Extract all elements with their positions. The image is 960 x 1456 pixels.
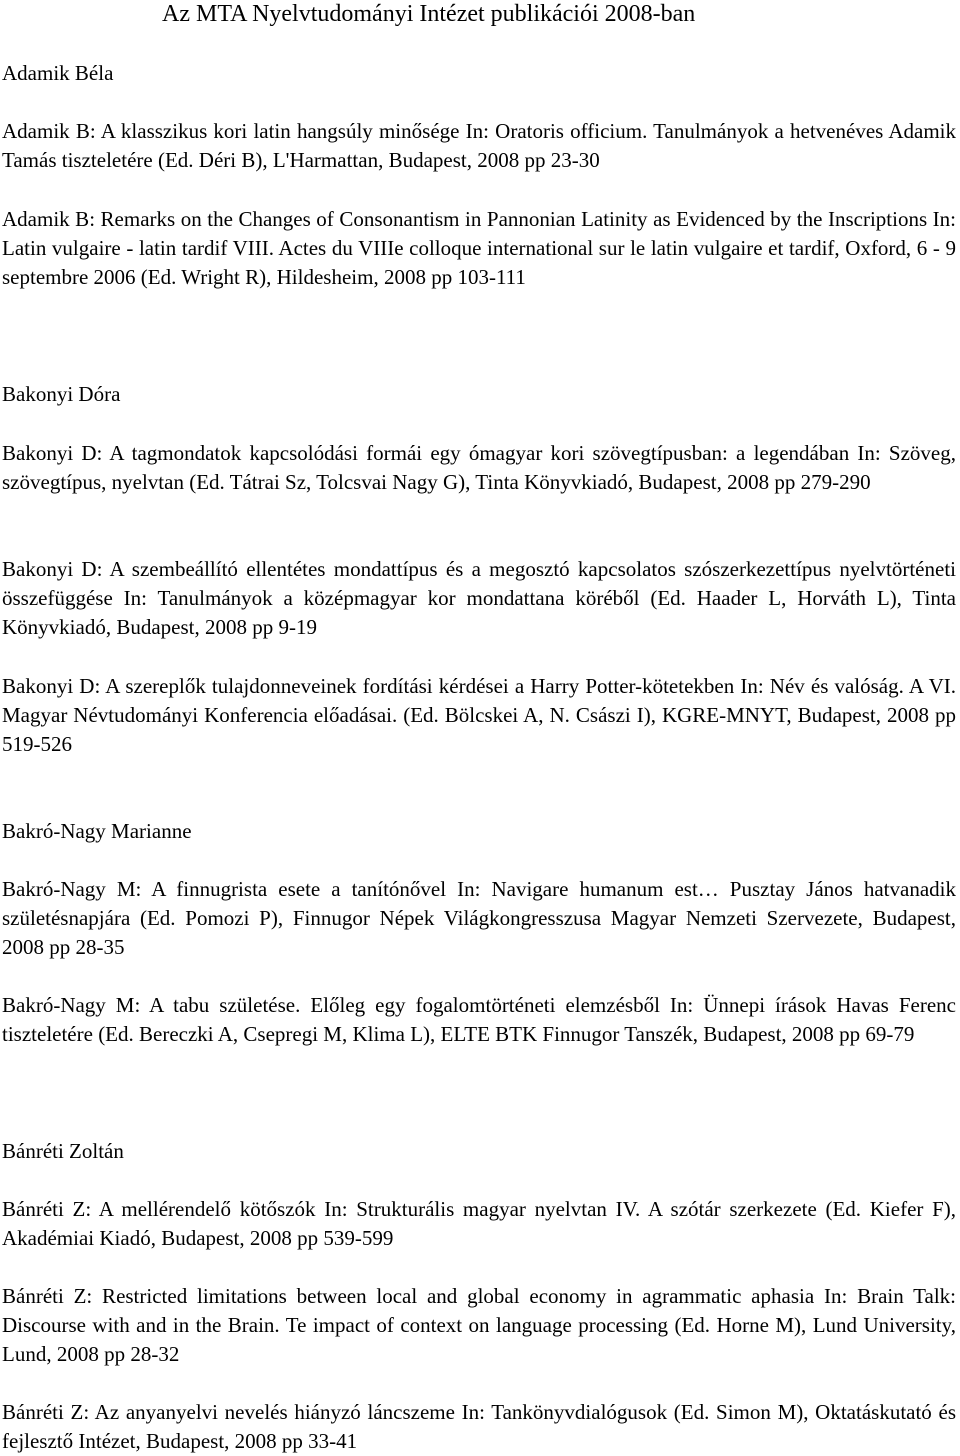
author-heading: Adamik Béla: [2, 61, 114, 85]
publication-entry: Bánréti Z: Restricted limitations between local and global economy in agrammatic aphasia In: Brain Talk: Discourse with and in the Brain. Te impact of context on language processing (Ed. Horne M), Lund University, Lund, 2008 pp 28-32: [2, 1284, 956, 1367]
publication-entry: Bakró-Nagy M: A tabu születése. Előleg egy fogalomtörténeti elemzésből In: Ünnepi írások Havas Ferenc tiszteletére (Ed. Bereczki A, Csepregi M, Klima L), ELTE BTK Finnugor Tanszék, Budapest, 2008 pp 69-79: [2, 993, 956, 1047]
publication-entry: Adamik B: Remarks on the Changes of Consonantism in Pannonian Latinity as Evidenced by the Inscriptions In: Latin vulgaire - latin tardif VIII. Actes du VIIIe colloque international sur le latin vulgaire et tardif, Oxford, 6 - 9 septembre 2006 (Ed. Wright R), Hildesheim, 2008 pp 103-111: [2, 207, 956, 290]
author-heading: Bakonyi Dóra: [2, 382, 121, 406]
publication-entry: Adamik B: A klasszikus kori latin hangsúly minősége In: Oratoris officium. Tanulmányok a hetvenéves Adamik Tamás tiszteletére (Ed. Déri B), L'Harmattan, Budapest, 2008 pp 23-30: [2, 119, 956, 173]
publication-entry: Bakonyi D: A szereplők tulajdonneveinek fordítási kérdései a Harry Potter-kötetekben In: Név és valóság. A VI. Magyar Névtudományi Konferencia előadásai. (Ed. Bölcskei A, N. Császi I), KGRE-MNYT, Budapest, 2008 pp 519-526: [2, 674, 956, 757]
document-title: Az MTA Nyelvtudományi Intézet publikációi 2008-ban: [162, 1, 696, 27]
author-heading: Bánréti Zoltán: [2, 1139, 124, 1163]
publication-entry: Bakonyi D: A szembeállító ellentétes mondattípus és a megosztó kapcsolatos szószerkezettípus nyelvtörténeti összefüggése In: Tanulmányok a középmagyar kor mondattana köréből (Ed. Haader L, Horváth L), Tinta Könyvkiadó, Budapest, 2008 pp 9-19: [2, 557, 956, 640]
publication-entry: Bánréti Z: Az anyanyelvi nevelés hiányzó láncszeme In: Tankönyvdialógusok (Ed. Simon M), Oktatáskutató és fejlesztő Intézet, Budapest, 2008 pp 33-41: [2, 1400, 956, 1454]
publication-entry: Bánréti Z: A mellérendelő kötőszók In: Strukturális magyar nyelvtan IV. A szótár szerkezete (Ed. Kiefer F), Akadémiai Kiadó, Budapest, 2008 pp 539-599: [2, 1197, 956, 1251]
publication-entry: Bakonyi D: A tagmondatok kapcsolódási formái egy ómagyar kori szövegtípusban: a legendában In: Szöveg, szövegtípus, nyelvtan (Ed. Tátrai Sz, Tolcsvai Nagy G), Tinta Könyvkiadó, Budapest, 2008 pp 279-290: [2, 441, 956, 495]
publication-entry: Bakró-Nagy M: A finnugrista esete a tanítónővel In: Navigare humanum est… Pusztay János hatvanadik születésnapjára (Ed. Pomozi P), Finnugor Népek Világkongresszusa Magyar Nemzeti Szervezete, Budapest, 2008 pp 28-35: [2, 877, 956, 960]
author-heading: Bakró-Nagy Marianne: [2, 819, 192, 843]
